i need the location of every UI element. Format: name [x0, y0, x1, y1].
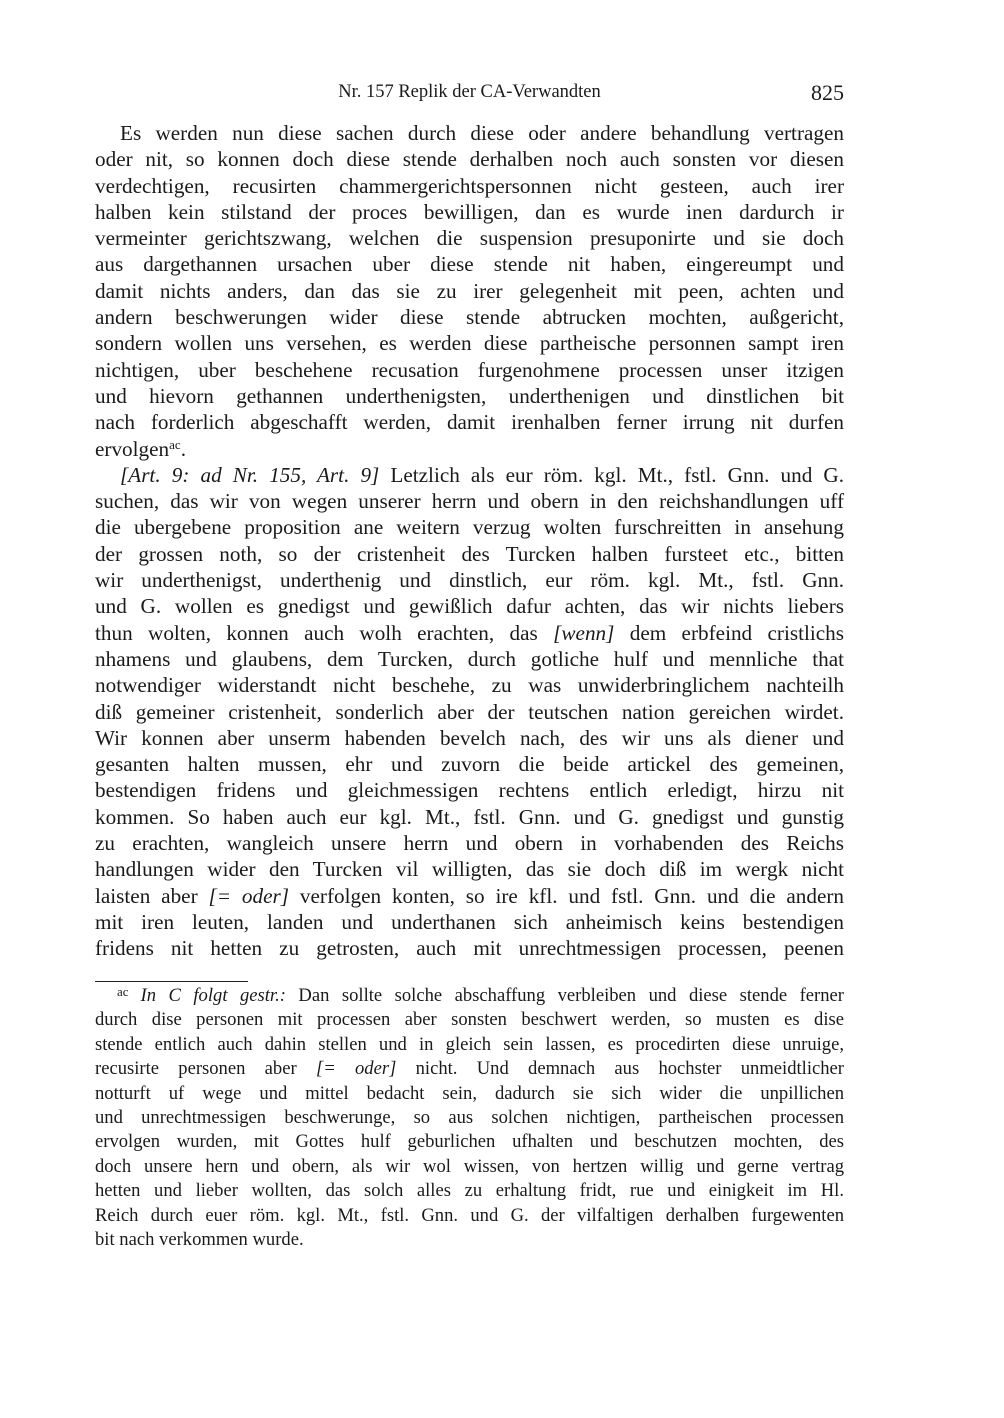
text-fragment: dem erbfeind cristlichs	[614, 620, 844, 645]
text-line: handlungen wider den Turcken vil willigten, das sie doch diß im wergk nicht	[95, 857, 844, 882]
text-line: aus dargethannen ursachen uber diese stende nit haben, eingereumpt und	[95, 252, 844, 277]
text-line: und unrechtmessigen beschwerunge, so aus solchen nichtigen, partheischen processen	[95, 1107, 844, 1129]
footnote-separator	[95, 981, 248, 982]
text-fragment: .	[180, 436, 186, 461]
footnote-mark: ac	[117, 984, 129, 999]
text-line	[95, 984, 844, 1008]
text-line: zu erachten, wangleich unsere herrn und obern in vorhabenden des Reichs	[95, 831, 844, 856]
article-label: [Art. 9: ad Nr. 155, Art. 9]	[120, 462, 380, 487]
editorial-insertion: [= oder]	[315, 1058, 397, 1080]
paragraph-1	[95, 120, 844, 462]
text-line: verdechtigen, recusirten chammergerichtspersonnen nicht gesteen, auch irer	[95, 173, 844, 198]
text-line: bit nach verkommen wurde.	[95, 1229, 304, 1251]
text-line: nhamens und glaubens, dem Turcken, durch gotliche hulf und mennliche that	[95, 646, 844, 671]
text-fragment: Dan sollte solche abschaffung verbleiben und diese stende ferner	[285, 985, 844, 1006]
footnote-reference[interactable]: ac	[169, 436, 181, 452]
text-line: Reich durch euer röm. kgl. Mt., fstl. Gnn. und G. der vilfaltigen derhalben furgewenten	[95, 1204, 844, 1226]
text-line: ervolgen wurden, mit Gottes hulf geburlichen ufhalten und beschutzen mochten, des	[95, 1131, 844, 1153]
text-line: und hievorn gethannen underthenigsten, underthenigen und dinstlichen bit	[95, 383, 844, 408]
text-line	[95, 1057, 844, 1081]
text-line: notwendiger widerstandt nicht beschehe, zu was unwiderbringlichem nachteilh	[95, 673, 844, 698]
text-line: der grossen noth, so der cristenheit des Turcken halben fursteet etc., bitten	[95, 541, 844, 566]
text-fragment: thun wolten, konnen auch wolh erachten, das	[95, 620, 554, 645]
text-line: diß gemeiner cristenheit, sonderlich aber der teutschen nation gereichen wirdet.	[95, 699, 844, 724]
text-line: fridens nit hetten zu getrosten, auch mit unrechtmessigen processen, peenen	[95, 936, 844, 961]
text-line: kommen. So haben auch eur kgl. Mt., fstl. Gnn. und G. gnedigst und gunstig	[95, 804, 844, 829]
page-number: 825	[811, 80, 844, 105]
running-title: Nr. 157 Replik der CA-Verwandten	[338, 82, 601, 102]
text-fragment: laisten aber	[95, 883, 209, 908]
text-fragment: recusirte personen aber	[95, 1058, 316, 1080]
text-fragment: nicht. Und demnach aus hochster unmeidtlicher	[396, 1058, 844, 1080]
editorial-insertion: [= oder]	[208, 883, 290, 908]
text-line: Wir konnen aber unserm habenden bevelch nach, des wir uns als diener und	[95, 725, 844, 750]
text-line: stende entlich auch dahin stellen und in gleich sein lassen, es procedirten diese unruige,	[95, 1033, 844, 1055]
text-line: gesanten halten mussen, ehr und zuvorn die beide artickel des gemeinen,	[95, 752, 844, 777]
text-line: doch unsere hern und obern, als wir wol wissen, von hertzen willig und gerne vertrag	[95, 1155, 844, 1177]
text-line	[95, 883, 844, 909]
text-line	[95, 620, 844, 646]
text-fragment: verfolgen konten, so ire kfl. und fstl. Gnn. und die andern	[289, 883, 845, 908]
text-line: damit nichts anders, dan das sie zu irer gelegenheit mit peen, achten und	[95, 278, 844, 303]
text-fragment: ervolgen	[95, 436, 170, 461]
running-head	[95, 80, 844, 106]
editorial-insertion: [wenn]	[553, 620, 615, 645]
text-line: hetten und lieber wollten, das solch alles zu erhaltung fridt, rue und einigkeit im Hl.	[95, 1180, 844, 1202]
text-line: halben kein stilstand der proces bewilligen, dan es wurde inen dardurch ir	[95, 199, 844, 224]
text-line: suchen, das wir von wegen unserer herrn und obern in den reichshandlungen uff	[95, 489, 844, 514]
text-line: andern beschwerungen wider diese stende abtrucken mochten, außgericht,	[95, 305, 844, 330]
footnote-ac	[95, 984, 844, 1252]
text-line: durch dise personen mit processen aber sonsten beschwert werden, so musten es dise	[95, 1009, 844, 1031]
footnotes	[95, 984, 844, 1252]
text-fragment: Letzlich als eur röm. kgl. Mt., fstl. Gnn. und G.	[379, 462, 844, 487]
text-line: sondern wollen uns versehen, es werden diese partheische personnen sampt iren	[95, 331, 844, 356]
text-line: wir underthenigst, underthenig und dinstlich, eur röm. kgl. Mt., fstl. Gnn.	[95, 568, 844, 593]
text-line: die ubergebene proposition ane weitern verzug wolten furschreitten in ansehung	[95, 515, 844, 540]
text-line: mit iren leuten, landen und underthanen sich anheimisch keins bestendigen	[95, 909, 844, 934]
text-line	[95, 436, 844, 462]
text-line: nichtigen, uber beschehene recusation furgenohmene processen unser itzigen	[95, 357, 844, 382]
text-line: notturft uf wege und mittel bedacht sein, dadurch sie sich wider die unpillichen	[95, 1082, 844, 1104]
text-line: bestendigen fridens und gleichmessigen rechtens entlich erledigt, hirzu nit	[95, 778, 844, 803]
text-line: oder nit, so konnen doch diese stende derhalben noch auch sonsten vor diesen	[95, 147, 844, 172]
main-text	[95, 120, 844, 962]
text-line: vermeinter gerichtszwang, welchen die suspension presuponirte und sie doch	[95, 226, 844, 251]
text-line: Es werden nun diese sachen durch diese oder andere behandlung vertragen	[120, 121, 844, 145]
text-line: und G. wollen es gnedigst und gewißlich dafur achten, das wir nichts liebers	[95, 594, 844, 619]
footnote-lead: In C folgt gestr.:	[140, 985, 286, 1006]
paragraph-2	[95, 462, 844, 962]
text-line	[95, 462, 844, 488]
text-line: nach forderlich abgeschafft werden, damit irenhalben ferner irrung nit durfen	[95, 410, 844, 435]
